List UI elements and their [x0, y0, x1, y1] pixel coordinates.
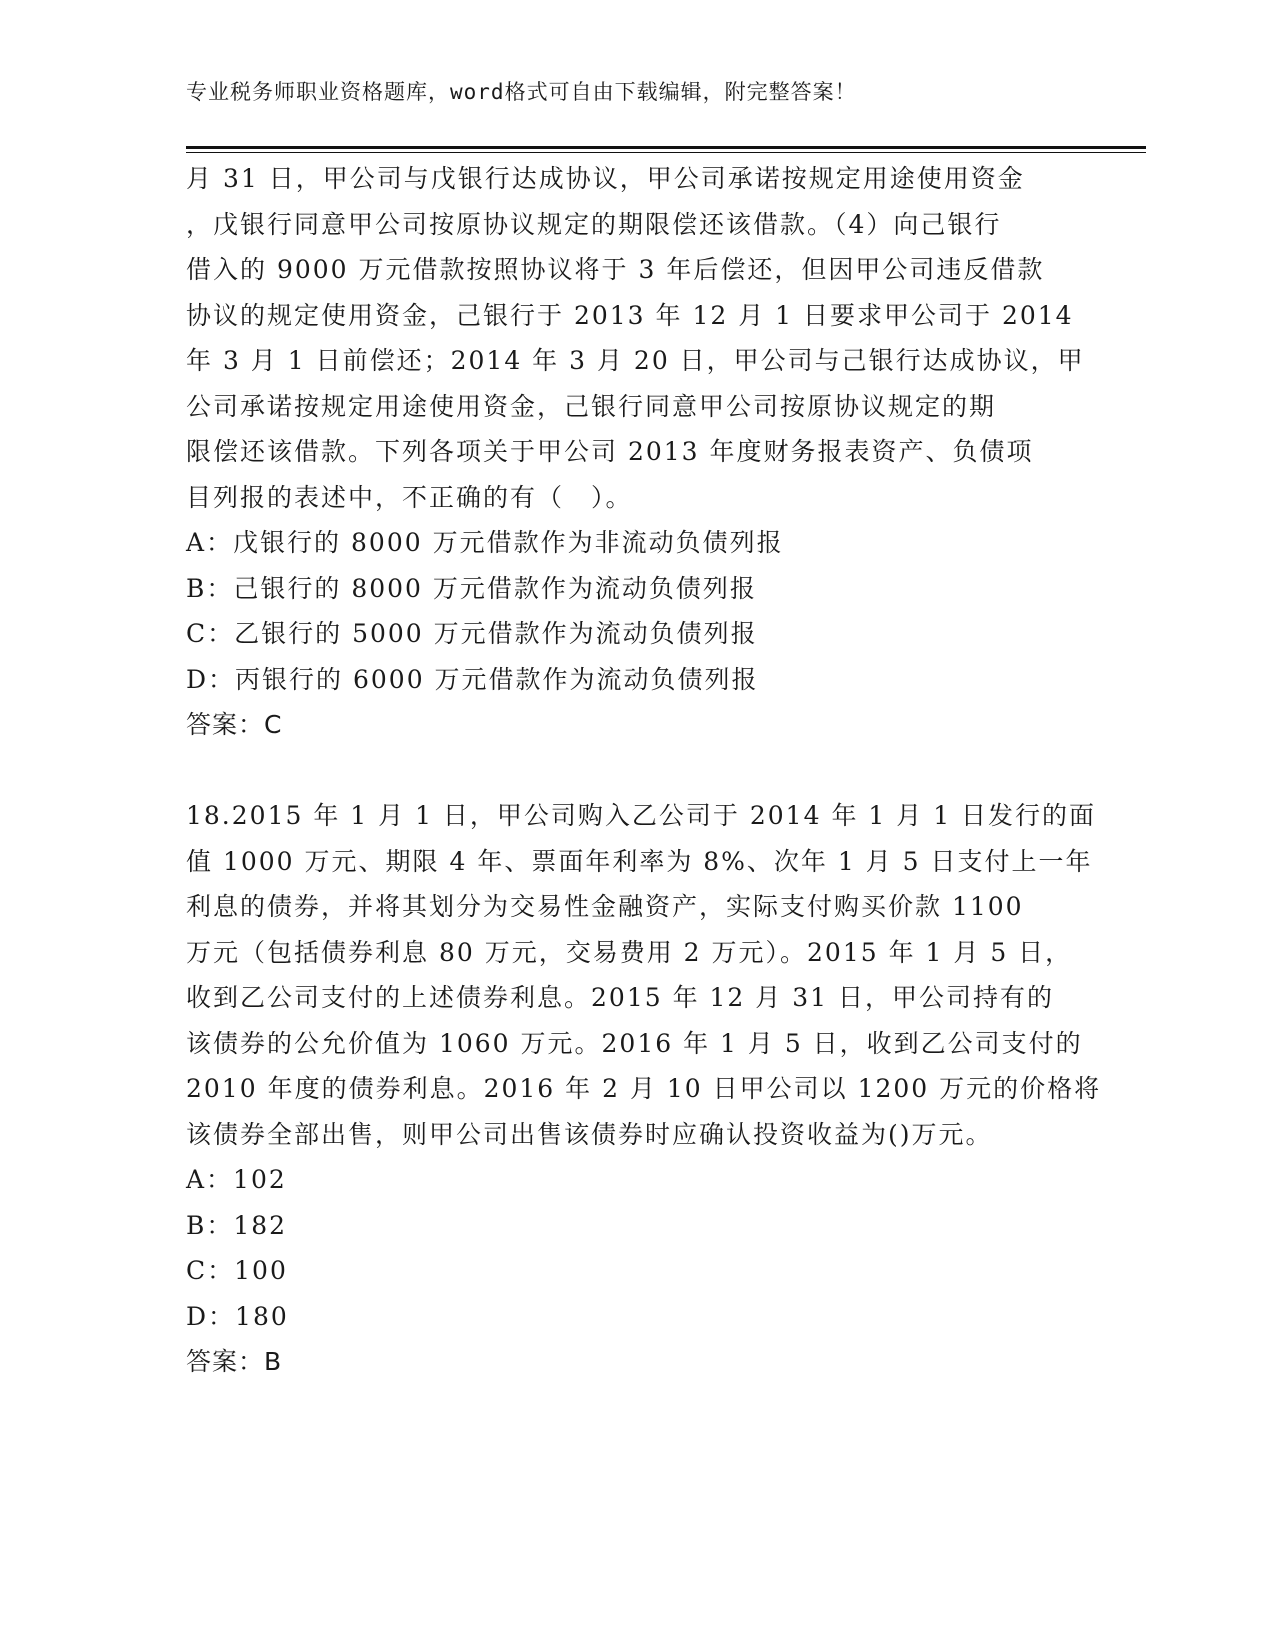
stem-line: 收到乙公司支付的上述债券利息。2015 年 12 月 31 日，甲公司持有的 [186, 983, 1054, 1012]
option-b: B：己银行的 8000 万元借款作为流动负债列报 [186, 573, 757, 603]
question-17-answer: 答案：C [186, 710, 283, 739]
question-18-answer: 答案：B [186, 1347, 283, 1376]
stem-line: 限偿还该借款。下列各项关于甲公司 2013 年度财务报表资产、负债项 [186, 437, 1034, 466]
question-17-options [186, 520, 1086, 702]
stem-line: 18.2015 年 1 月 1 日，甲公司购入乙公司于 2014 年 1 月 1 日发行的面 [186, 801, 1097, 830]
stem-line: 月 31 日，甲公司与戊银行达成协议，甲公司承诺按规定用途使用资金 [186, 164, 1025, 193]
stem-line: 该债券的公允价值为 1060 万元。2016 年 1 月 5 日，收到乙公司支付的 [186, 1028, 1083, 1058]
option-c: C：乙银行的 5000 万元借款作为流动负债列报 [186, 619, 758, 648]
document-content [186, 156, 1102, 1385]
option-b: B：182 [186, 1210, 288, 1240]
question-18-options [186, 1157, 1086, 1339]
option-a: A：102 [186, 1165, 287, 1194]
option-c: C：100 [186, 1256, 288, 1285]
question-18-stem [186, 793, 1102, 1157]
stem-line: 万元（包括债券利息 80 万元，交易费用 2 万元）。2015 年 1 月 5 日， [186, 937, 1073, 967]
stem-line: 目列报的表述中，不正确的有（ ）。 [186, 482, 633, 512]
stem-line: 该债券全部出售，则甲公司出售该债券时应确认投资收益为()万元。 [186, 1119, 993, 1149]
stem-line: ，戊银行同意甲公司按原协议规定的期限偿还该借款。（4）向己银行 [186, 209, 1002, 239]
stem-line: 利息的债券，并将其划分为交易性金融资产，实际支付购买价款 1100 [186, 892, 1024, 921]
option-d: D：丙银行的 6000 万元借款作为流动负债列报 [186, 664, 759, 694]
option-a: A：戊银行的 8000 万元借款作为非流动负债列报 [186, 528, 784, 557]
option-d: D：180 [186, 1301, 289, 1331]
header-rule-thin [186, 152, 1146, 153]
page-header: 专业税务师职业资格题库，word格式可自由下载编辑，附完整答案！ [186, 80, 857, 104]
stem-line: 2010 年度的债券利息。2016 年 2 月 10 日甲公司以 1200 万元的价格将 [186, 1074, 1102, 1103]
stem-line: 公司承诺按规定用途使用资金，己银行同意甲公司按原协议规定的期 [186, 391, 997, 421]
header-rule-thick [186, 146, 1146, 149]
stem-line: 年 3 月 1 日前偿还；2014 年 3 月 20 日，甲公司与己银行达成协议，甲 [186, 346, 1085, 375]
question-17-stem [186, 156, 1086, 520]
stem-line: 借入的 9000 万元借款按照协议将于 3 年后偿还，但因甲公司违反借款 [186, 255, 1045, 284]
stem-line: 值 1000 万元、期限 4 年、票面年利率为 8%、次年 1 月 5 日支付上一年 [186, 846, 1093, 876]
spacer [186, 748, 1086, 794]
stem-line: 协议的规定使用资金，己银行于 2013 年 12 月 1 日要求甲公司于 2014 [186, 300, 1074, 330]
